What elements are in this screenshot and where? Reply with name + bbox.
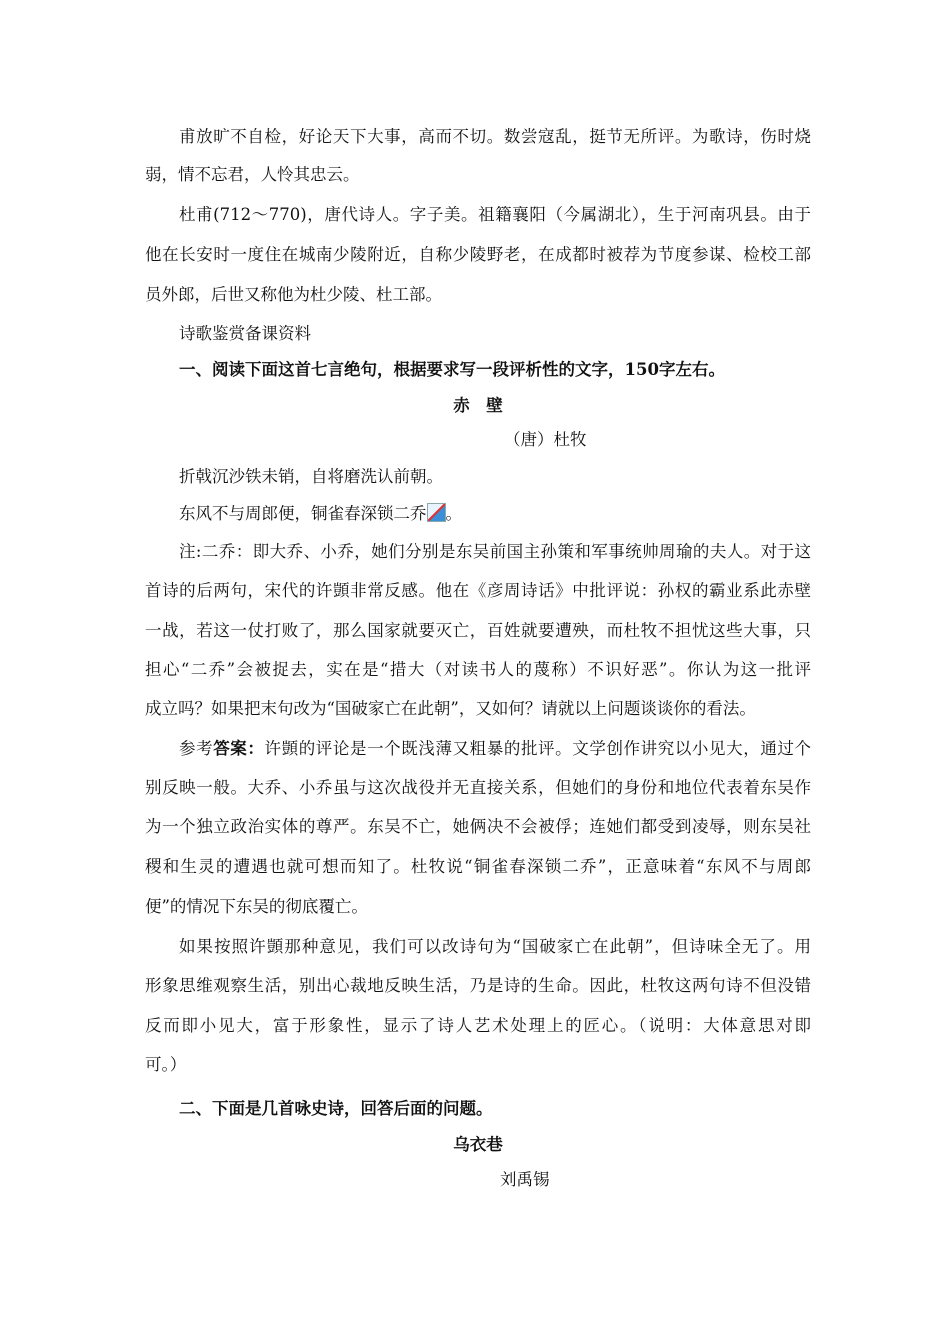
note-line-2: 首诗的后两句，宋代的许顗非常反感。他在《彦周诗话》中批评说：孙权的霸业系此赤壁: [145, 581, 811, 600]
answer-line-4: 稷和生灵的遭遇也就可想而知了。杜牧说“铜雀春深锁二乔”，正意味着“东风不与周郎: [145, 857, 811, 876]
answer-prefix: 参考: [179, 739, 214, 758]
resource-title: 诗歌鉴赏备课资料: [179, 324, 311, 343]
intro-paragraph-1-line-2: 弱，情不忘君，人怜其忠云。: [145, 165, 360, 184]
intro-paragraph-2-line-3: 员外郎，后世又称他为杜少陵、杜工部。: [145, 285, 442, 304]
answer-line-1-text: 许顗的评论是一个既浅薄又粗暴的批评。文学创作讲究以小见大，通过个: [264, 739, 812, 758]
answer-label: 答案：: [213, 739, 265, 758]
poem-1-line-1: 折戟沉沙铁未销，自将磨洗认前朝。: [179, 467, 443, 486]
poem-1-line-2: [145, 495, 811, 533]
intro-paragraph-2-line-1: 杜甫(712～770)，唐代诗人。字子美。祖籍襄阳（今属湖北），生于河南巩县。由于: [179, 205, 811, 224]
poem-1-author: （唐）杜牧: [504, 430, 587, 449]
poem-1-title: 赤 壁: [453, 396, 503, 415]
answer-2-line-3: 反而即小见大，富于形象性，显示了诗人艺术处理上的匠心。（说明：大体意思对即: [145, 1016, 811, 1035]
answer-line-1: [145, 730, 811, 768]
note-line-4: 担心“二乔”会被捉去，实在是“措大（对读书人的蔑称）不识好恶”。你认为这一批评: [145, 660, 811, 679]
poem-2-title: 乌衣巷: [453, 1135, 503, 1154]
poem-2-author: 刘禹锡: [500, 1170, 550, 1189]
answer-line-5: 便”的情况下东吴的彻底覆亡。: [145, 897, 368, 916]
note-line-3: 一战，若这一仗打败了，那么国家就要灭亡，百姓就要遭殃，而杜牧不担忧这些大事，只: [145, 621, 811, 640]
note-line-5: 成立吗？如果把末句改为“国破家亡在此朝”，又如何？请就以上问题谈谈你的看法。: [145, 699, 756, 718]
question-1-heading: 一、阅读下面这首七言绝句，根据要求写一段评析性的文字，150字左右。: [179, 360, 725, 379]
intro-paragraph-1-line-1: 甫放旷不自检，好论天下大事，高而不切。数尝寇乱，挺节无所评。为歌诗，伤时烧: [179, 127, 811, 146]
note-line-1: 注:二乔：即大乔、小乔，她们分别是东吴前国主孙策和军事统帅周瑜的夫人。对于这: [179, 542, 811, 561]
answer-line-2: 别反映一般。大乔、小乔虽与这次战役并无直接关系，但她们的身份和地位代表着东吴作: [145, 778, 811, 797]
question-2-heading: 二、下面是几首咏史诗，回答后面的问题。: [179, 1099, 493, 1118]
answer-2-line-2: 形象思维观察生活，别出心裁地反映生活，乃是诗的生命。因此，杜牧这两句诗不但没错: [145, 976, 811, 995]
poem-1-line-2-end: 。: [445, 504, 462, 523]
answer-2-line-4: 可。）: [145, 1055, 187, 1074]
intro-paragraph-2-line-2: 他在长安时一度住在城南少陵附近，自称少陵野老，在成都时被荐为节度参谋、检校工部: [145, 245, 811, 264]
answer-2-line-1: 如果按照许顗那种意见，我们可以改诗句为“国破家亡在此朝”，但诗味全无了。用: [179, 937, 811, 956]
broken-image-icon: [427, 503, 446, 522]
poem-1-line-2-text: 东风不与周郎便，铜雀春深锁二乔: [179, 504, 427, 523]
answer-line-3: 为一个独立政治实体的尊严。东吴不亡，她俩决不会被俘；连她们都受到凌辱，则东吴社: [145, 817, 811, 836]
